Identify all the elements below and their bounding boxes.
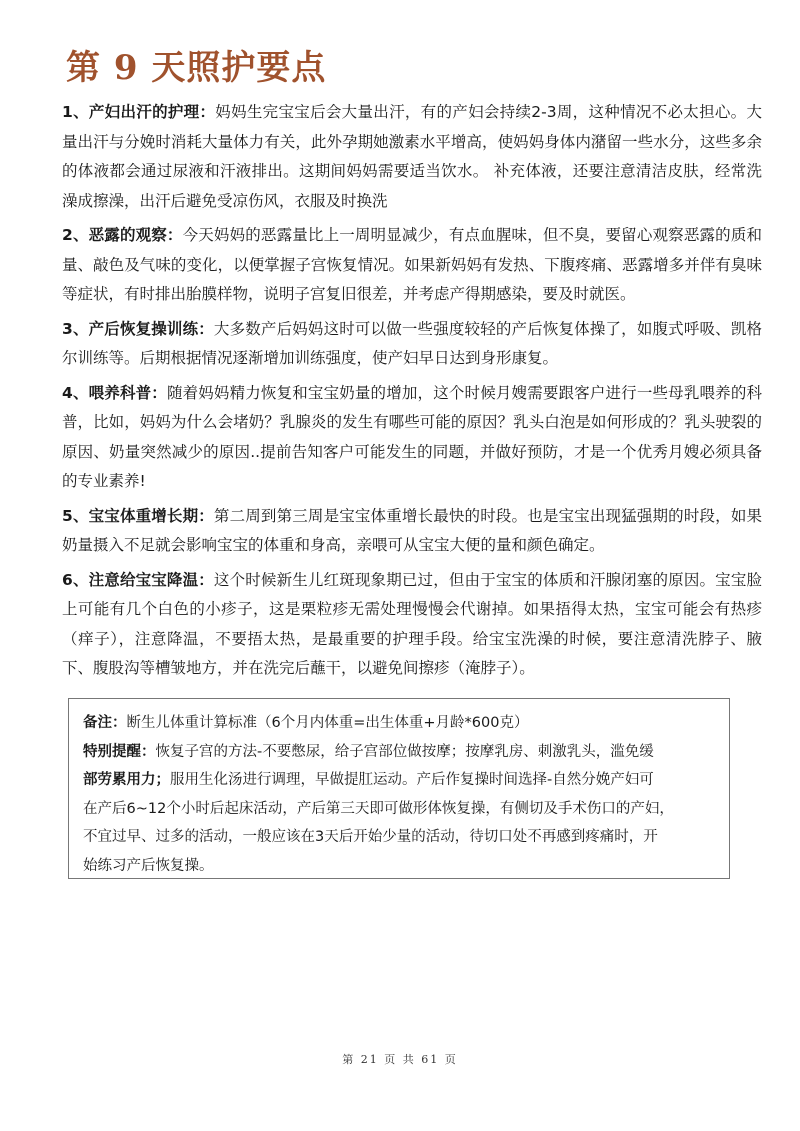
reminder-bold-text: 部劳累用力； — [83, 772, 170, 788]
section-heading: 5、宝宝体重增长期： — [62, 506, 214, 525]
section-baby-cooling — [62, 566, 762, 684]
section-heading: 4、喂养科普： — [62, 383, 167, 402]
care-points-list — [62, 98, 762, 689]
note-line — [83, 766, 717, 795]
note-text: 断生儿体重计算标准（6个月内体重=出生体重+月龄*600克） — [126, 715, 529, 731]
section-feeding-education — [62, 379, 762, 497]
section-text: 大多数产后妈妈这时可以做一些强度较轻的产后恢复体操了，如腹式呼吸、凯格尔训练等。后期根据情况逐渐增加训练强度，使产妇早日达到身形康复。 — [62, 319, 762, 367]
section-text: 这个时候新生儿红斑现象期已过，但由于宝宝的体质和汗腺闭塞的原因。宝宝脸上可能有几个白色的小疹子，这是栗粒疹无需处理慢慢会代谢掉。如果捂得太热，宝宝可能会有热疹（痒子），注意降温，不要捂太热，是最重要的护理手段。给宝宝洗澡的时候，要注意清洗脖子、腋下、腹股沟等槽皱地方，并在洗完后蘸干，以避免间擦疹（淹脖子）。 — [62, 570, 762, 677]
section-heading: 6、注意给宝宝降温： — [62, 570, 214, 589]
page-footer: 第 21 页 共 61 页 — [342, 1053, 458, 1066]
reminder-text: 服用生化汤进行调理，早做提肛运动。产后作复操时间选择-自然分娩产妇可 — [170, 772, 654, 788]
note-line: 在产后6~12个小时后起床活动，产后第三天即可做形体恢复操，有侧切及手术伤口的产妇， — [83, 800, 674, 817]
section-heading: 2、恶露的观察： — [62, 226, 183, 244]
reminder-heading: 特别提醒： — [83, 743, 156, 760]
note-line: 不宜过早、过多的活动，一般应该在3天后开始少量的活动，待切口处不再感到疼痛时，开 — [83, 829, 658, 845]
note-line — [83, 738, 717, 767]
section-text: 随着妈妈精力恢复和宝宝奶量的增加，这个时候月嫂需要跟客户进行一些母乳喂养的科普，比如，妈妈为什么会堵奶？乳腺炎的发生有哪些可能的原因？乳头白泡是如何形成的？乳头驶裂的原因、奶量突然减少的原因..提前告知客户可能发生的同题，并做好预防，才是一个优秀月嫂必须具备的专业素养! — [62, 383, 762, 490]
note-heading: 备注： — [83, 715, 127, 731]
page-title: 第 9 天照护要点 — [66, 48, 327, 88]
section-heading: 3、产后恢复操训练： — [62, 319, 214, 338]
note-box — [68, 698, 730, 879]
section-text: 第二周到第三周是宝宝体重增长最快的时段。也是宝宝出现猛强期的时段，如果奶量摄入不足就会影响宝宝的体重和身高，亲喂可从宝宝大便的量和颜色确定。 — [62, 506, 762, 554]
reminder-text: 恢复子宫的方法-不要憋尿，给子宫部位做按摩；按摩乳房、刺激乳头，滥免缓 — [155, 743, 654, 760]
section-heading: 1、产妇出汗的护理： — [62, 103, 216, 121]
note-line — [83, 709, 717, 738]
section-lochia-observation — [62, 221, 762, 310]
section-postpartum-exercise — [62, 315, 762, 374]
section-sweating-care — [62, 98, 762, 216]
section-weight-growth — [62, 502, 762, 561]
section-text: 今天妈妈的恶露量比上一周明显减少，有点血腥味，但不臭，要留心观察恶露的质和量、敲色及气味的变化，以便掌握子宫恢复情况。如果新妈妈有发热、下腹疼痛、恶露增多并伴有臭味等症状，有时排出胎膜样物，说明子宫复旧很差，并考虑产得期感染，要及时就医。 — [62, 226, 762, 303]
section-text: 妈妈生完宝宝后会大量出汗，有的产妇会持续2-3周，这种情况不必太担心。大量出汗与分娩时消耗大量体力有关，此外孕期她激素水平增高，使妈妈身体内潴留一些水分，这些多余的体液都会通过尿液和汗液排出。这期间妈妈需要适当饮水。 补充体液，还要注意清洁皮肤，经常洗澡成擦澡，出汗后避免受凉伤风，衣服及时换洗 — [62, 103, 762, 210]
note-line: 始练习产后恢复操。 — [83, 857, 214, 874]
